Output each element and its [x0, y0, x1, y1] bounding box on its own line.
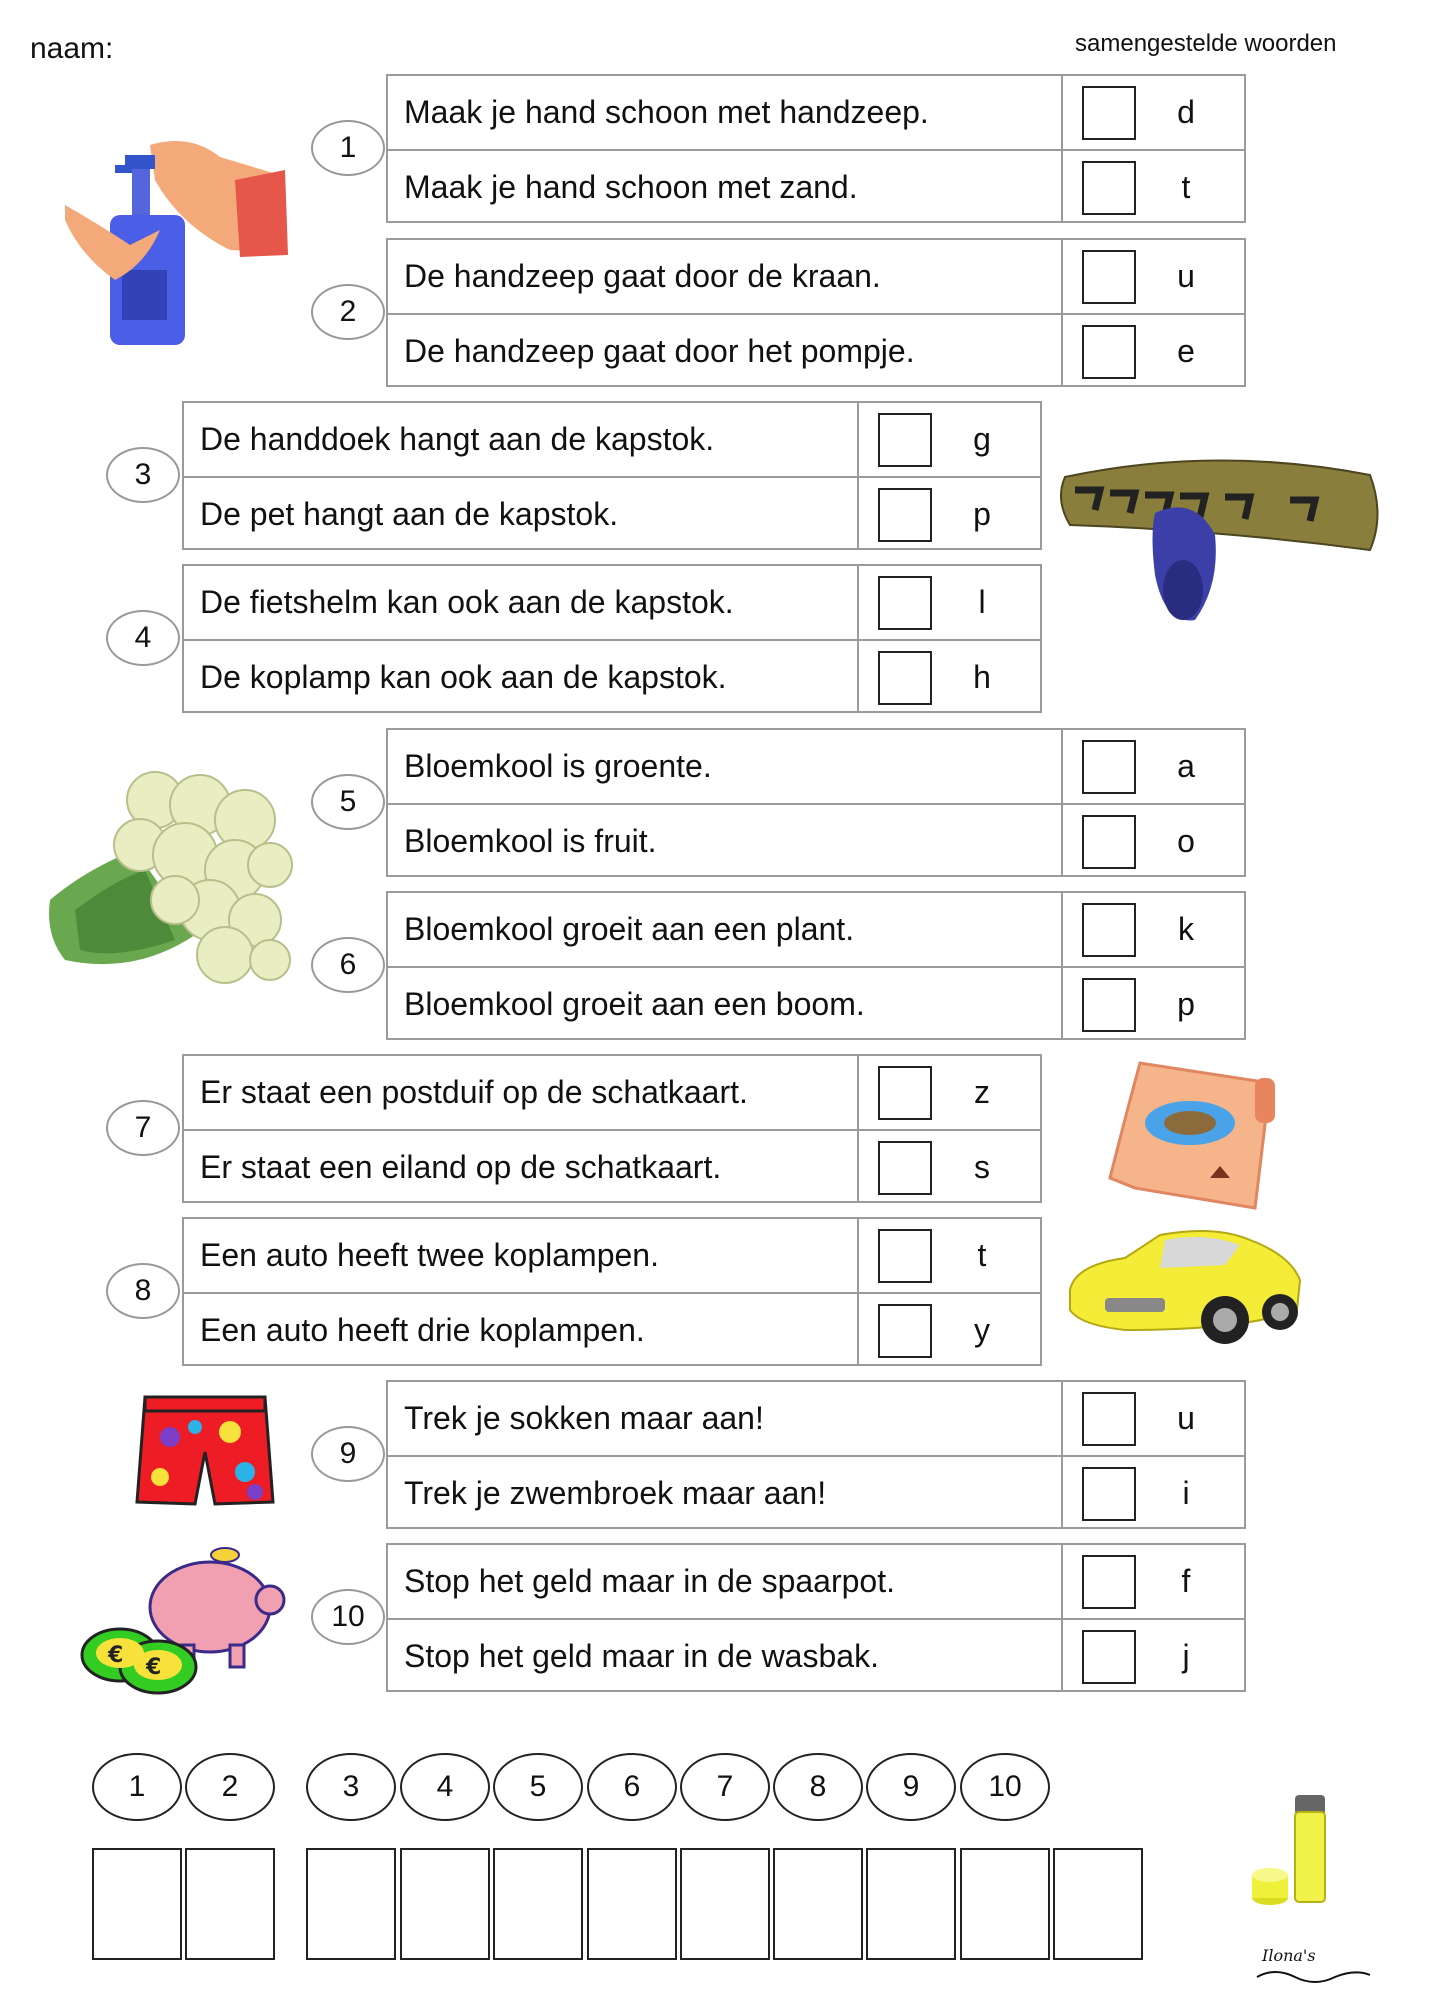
answer-checkbox[interactable]: [1082, 1630, 1136, 1684]
answer-letter-box[interactable]: [185, 1848, 275, 1960]
option-letter: f: [1181, 1563, 1191, 1599]
answer-letter-box[interactable]: [680, 1848, 770, 1960]
hand-soap-icon: [60, 135, 290, 350]
svg-text:€: €: [108, 1643, 124, 1668]
question-number: 5: [311, 774, 385, 830]
option-letter: h: [973, 658, 991, 695]
answer-checkbox[interactable]: [878, 576, 932, 630]
option-sentence: Maak je hand schoon met zand.: [404, 168, 858, 205]
answer-number: 4: [400, 1753, 490, 1821]
column-divider: [1061, 315, 1063, 387]
column-divider: [1061, 76, 1063, 149]
treasure-map-icon: [1105, 1058, 1280, 1213]
answer-checkbox[interactable]: [1082, 978, 1136, 1032]
answer-checkbox[interactable]: [1082, 86, 1136, 140]
option-sentence: Bloemkool groeit aan een boom.: [404, 985, 865, 1022]
question-number: 2: [311, 284, 385, 340]
option-row: [184, 641, 1040, 713]
question-number: 3: [106, 447, 180, 503]
option-sentence: Een auto heeft drie koplampen.: [200, 1311, 645, 1348]
option-row: [388, 968, 1244, 1040]
option-letter: p: [973, 495, 991, 532]
column-divider: [1061, 151, 1063, 223]
option-sentence: De handdoek hangt aan de kapstok.: [200, 421, 715, 457]
option-row: [388, 1620, 1244, 1692]
column-divider: [1061, 1620, 1063, 1692]
answer-checkbox[interactable]: [1082, 815, 1136, 869]
question-group: [386, 1543, 1246, 1692]
option-row: [388, 893, 1244, 968]
option-row: [388, 730, 1244, 805]
swim-shorts-icon: [135, 1392, 275, 1510]
answer-letter-box[interactable]: [773, 1848, 863, 1960]
option-sentence: Stop het geld maar in de spaarpot.: [404, 1563, 895, 1599]
answer-checkbox[interactable]: [1082, 250, 1136, 304]
option-letter: l: [978, 584, 986, 620]
coat-rack-icon: [1055, 455, 1385, 630]
option-letter: z: [974, 1074, 990, 1110]
column-divider: [857, 1294, 859, 1366]
answer-letter-box[interactable]: [92, 1848, 182, 1960]
question-group: [386, 728, 1246, 877]
question-group: [182, 1217, 1042, 1366]
option-letter: d: [1177, 94, 1195, 130]
option-sentence: Een auto heeft twee koplampen.: [200, 1237, 659, 1273]
option-letter: i: [1182, 1474, 1190, 1511]
option-sentence: Bloemkool is fruit.: [404, 822, 657, 859]
answer-checkbox[interactable]: [878, 1229, 932, 1283]
option-row: [388, 315, 1244, 387]
answer-checkbox[interactable]: [1082, 1467, 1136, 1521]
question-group: [386, 238, 1246, 387]
answer-checkbox[interactable]: [1082, 161, 1136, 215]
option-letter: t: [1181, 168, 1191, 205]
option-letter: e: [1177, 332, 1195, 369]
answer-letter-box[interactable]: [493, 1848, 583, 1960]
question-group: [182, 1054, 1042, 1203]
option-letter: g: [973, 421, 991, 457]
column-divider: [857, 641, 859, 713]
question-number: 1: [311, 120, 385, 176]
column-divider: [857, 1219, 859, 1292]
option-letter: p: [1177, 985, 1195, 1022]
column-divider: [857, 566, 859, 639]
column-divider: [1061, 1382, 1063, 1455]
answer-number: 7: [680, 1753, 770, 1821]
question-group: [386, 1380, 1246, 1529]
answer-checkbox[interactable]: [1082, 325, 1136, 379]
option-row: [388, 1457, 1244, 1529]
answer-checkbox[interactable]: [878, 1304, 932, 1358]
answer-number: 8: [773, 1753, 863, 1821]
option-row: [388, 76, 1244, 151]
cauliflower-icon: [45, 760, 305, 1000]
option-letter: s: [974, 1148, 990, 1185]
option-letter: t: [977, 1237, 987, 1273]
column-divider: [857, 403, 859, 476]
option-sentence: Bloemkool groeit aan een plant.: [404, 911, 855, 947]
answer-checkbox[interactable]: [878, 1141, 932, 1195]
option-sentence: De handzeep gaat door het pompje.: [404, 332, 915, 369]
option-row: [184, 1056, 1040, 1131]
answer-number: 3: [306, 1753, 396, 1821]
column-divider: [1061, 968, 1063, 1040]
option-letter: y: [974, 1311, 990, 1348]
answer-checkbox[interactable]: [1082, 740, 1136, 794]
option-sentence: Er staat een eiland op de schatkaart.: [200, 1148, 722, 1185]
answer-checkbox[interactable]: [878, 1066, 932, 1120]
answer-checkbox[interactable]: [878, 413, 932, 467]
answer-number: 1: [92, 1753, 182, 1821]
option-row: [184, 478, 1040, 550]
option-row: [388, 1545, 1244, 1620]
column-divider: [857, 1131, 859, 1203]
question-group: [182, 401, 1042, 550]
option-sentence: De fietshelm kan ook aan de kapstok.: [200, 584, 734, 620]
column-divider: [1061, 730, 1063, 803]
svg-text:€: €: [146, 1655, 162, 1680]
answer-letter-box[interactable]: [866, 1848, 956, 1960]
option-letter: j: [1182, 1637, 1190, 1674]
question-number: 4: [106, 610, 180, 666]
option-row: [184, 403, 1040, 478]
option-letter: k: [1178, 911, 1194, 947]
option-sentence: De koplamp kan ook aan de kapstok.: [200, 658, 727, 695]
answer-number: 5: [493, 1753, 583, 1821]
answer-checkbox[interactable]: [1082, 1392, 1136, 1446]
signature-flourish-icon: [1255, 1965, 1375, 1987]
question-number: 8: [106, 1263, 180, 1319]
answer-letter-box[interactable]: [306, 1848, 396, 1960]
question-group: [386, 74, 1246, 223]
question-number: 7: [106, 1100, 180, 1156]
answer-letter-box[interactable]: [1053, 1848, 1143, 1960]
option-row: [184, 1219, 1040, 1294]
answer-letter-box[interactable]: [960, 1848, 1050, 1960]
piggy-bank-icon: [80, 1545, 295, 1695]
option-sentence: Bloemkool is groente.: [404, 748, 712, 784]
answer-checkbox[interactable]: [878, 488, 932, 542]
column-divider: [857, 1056, 859, 1129]
option-row: [388, 805, 1244, 877]
answer-checkbox[interactable]: [1082, 1555, 1136, 1609]
yellow-car-icon: [1065, 1220, 1305, 1350]
answer-number: 10: [960, 1753, 1050, 1821]
column-divider: [1061, 1457, 1063, 1529]
question-group: [386, 891, 1246, 1040]
column-divider: [1061, 1545, 1063, 1618]
answer-number: 2: [185, 1753, 275, 1821]
option-row: [184, 566, 1040, 641]
column-divider: [1061, 805, 1063, 877]
option-sentence: Trek je sokken maar aan!: [404, 1400, 764, 1436]
question-group: [182, 564, 1042, 713]
option-sentence: Stop het geld maar in de wasbak.: [404, 1637, 879, 1674]
column-divider: [1061, 893, 1063, 966]
answer-number: 6: [587, 1753, 677, 1821]
option-row: [388, 151, 1244, 223]
answer-number: 9: [866, 1753, 956, 1821]
answer-checkbox[interactable]: [878, 651, 932, 705]
question-number: 10: [311, 1589, 385, 1645]
option-sentence: Trek je zwembroek maar aan!: [404, 1474, 827, 1511]
option-letter: u: [1177, 1400, 1195, 1436]
question-number: 6: [311, 937, 385, 993]
option-letter: u: [1177, 258, 1195, 294]
option-row: [184, 1294, 1040, 1366]
option-sentence: Maak je hand schoon met handzeep.: [404, 94, 929, 130]
column-divider: [857, 478, 859, 550]
glue-stick-icon: [1250, 1790, 1350, 1910]
signature: Ilona's: [1262, 1946, 1316, 1965]
column-divider: [1061, 240, 1063, 313]
option-row: [388, 240, 1244, 315]
name-label: naam:: [30, 32, 114, 65]
option-letter: a: [1177, 748, 1195, 784]
option-sentence: De handzeep gaat door de kraan.: [404, 258, 881, 294]
question-number: 9: [311, 1426, 385, 1482]
answer-letter-box[interactable]: [587, 1848, 677, 1960]
option-letter: o: [1177, 822, 1195, 859]
answer-letter-box[interactable]: [400, 1848, 490, 1960]
option-row: [388, 1382, 1244, 1457]
option-row: [184, 1131, 1040, 1203]
option-sentence: Er staat een postduif op de schatkaart.: [200, 1074, 748, 1110]
answer-checkbox[interactable]: [1082, 903, 1136, 957]
option-sentence: De pet hangt aan de kapstok.: [200, 495, 619, 532]
sheet-title: samengestelde woorden: [1075, 30, 1337, 57]
